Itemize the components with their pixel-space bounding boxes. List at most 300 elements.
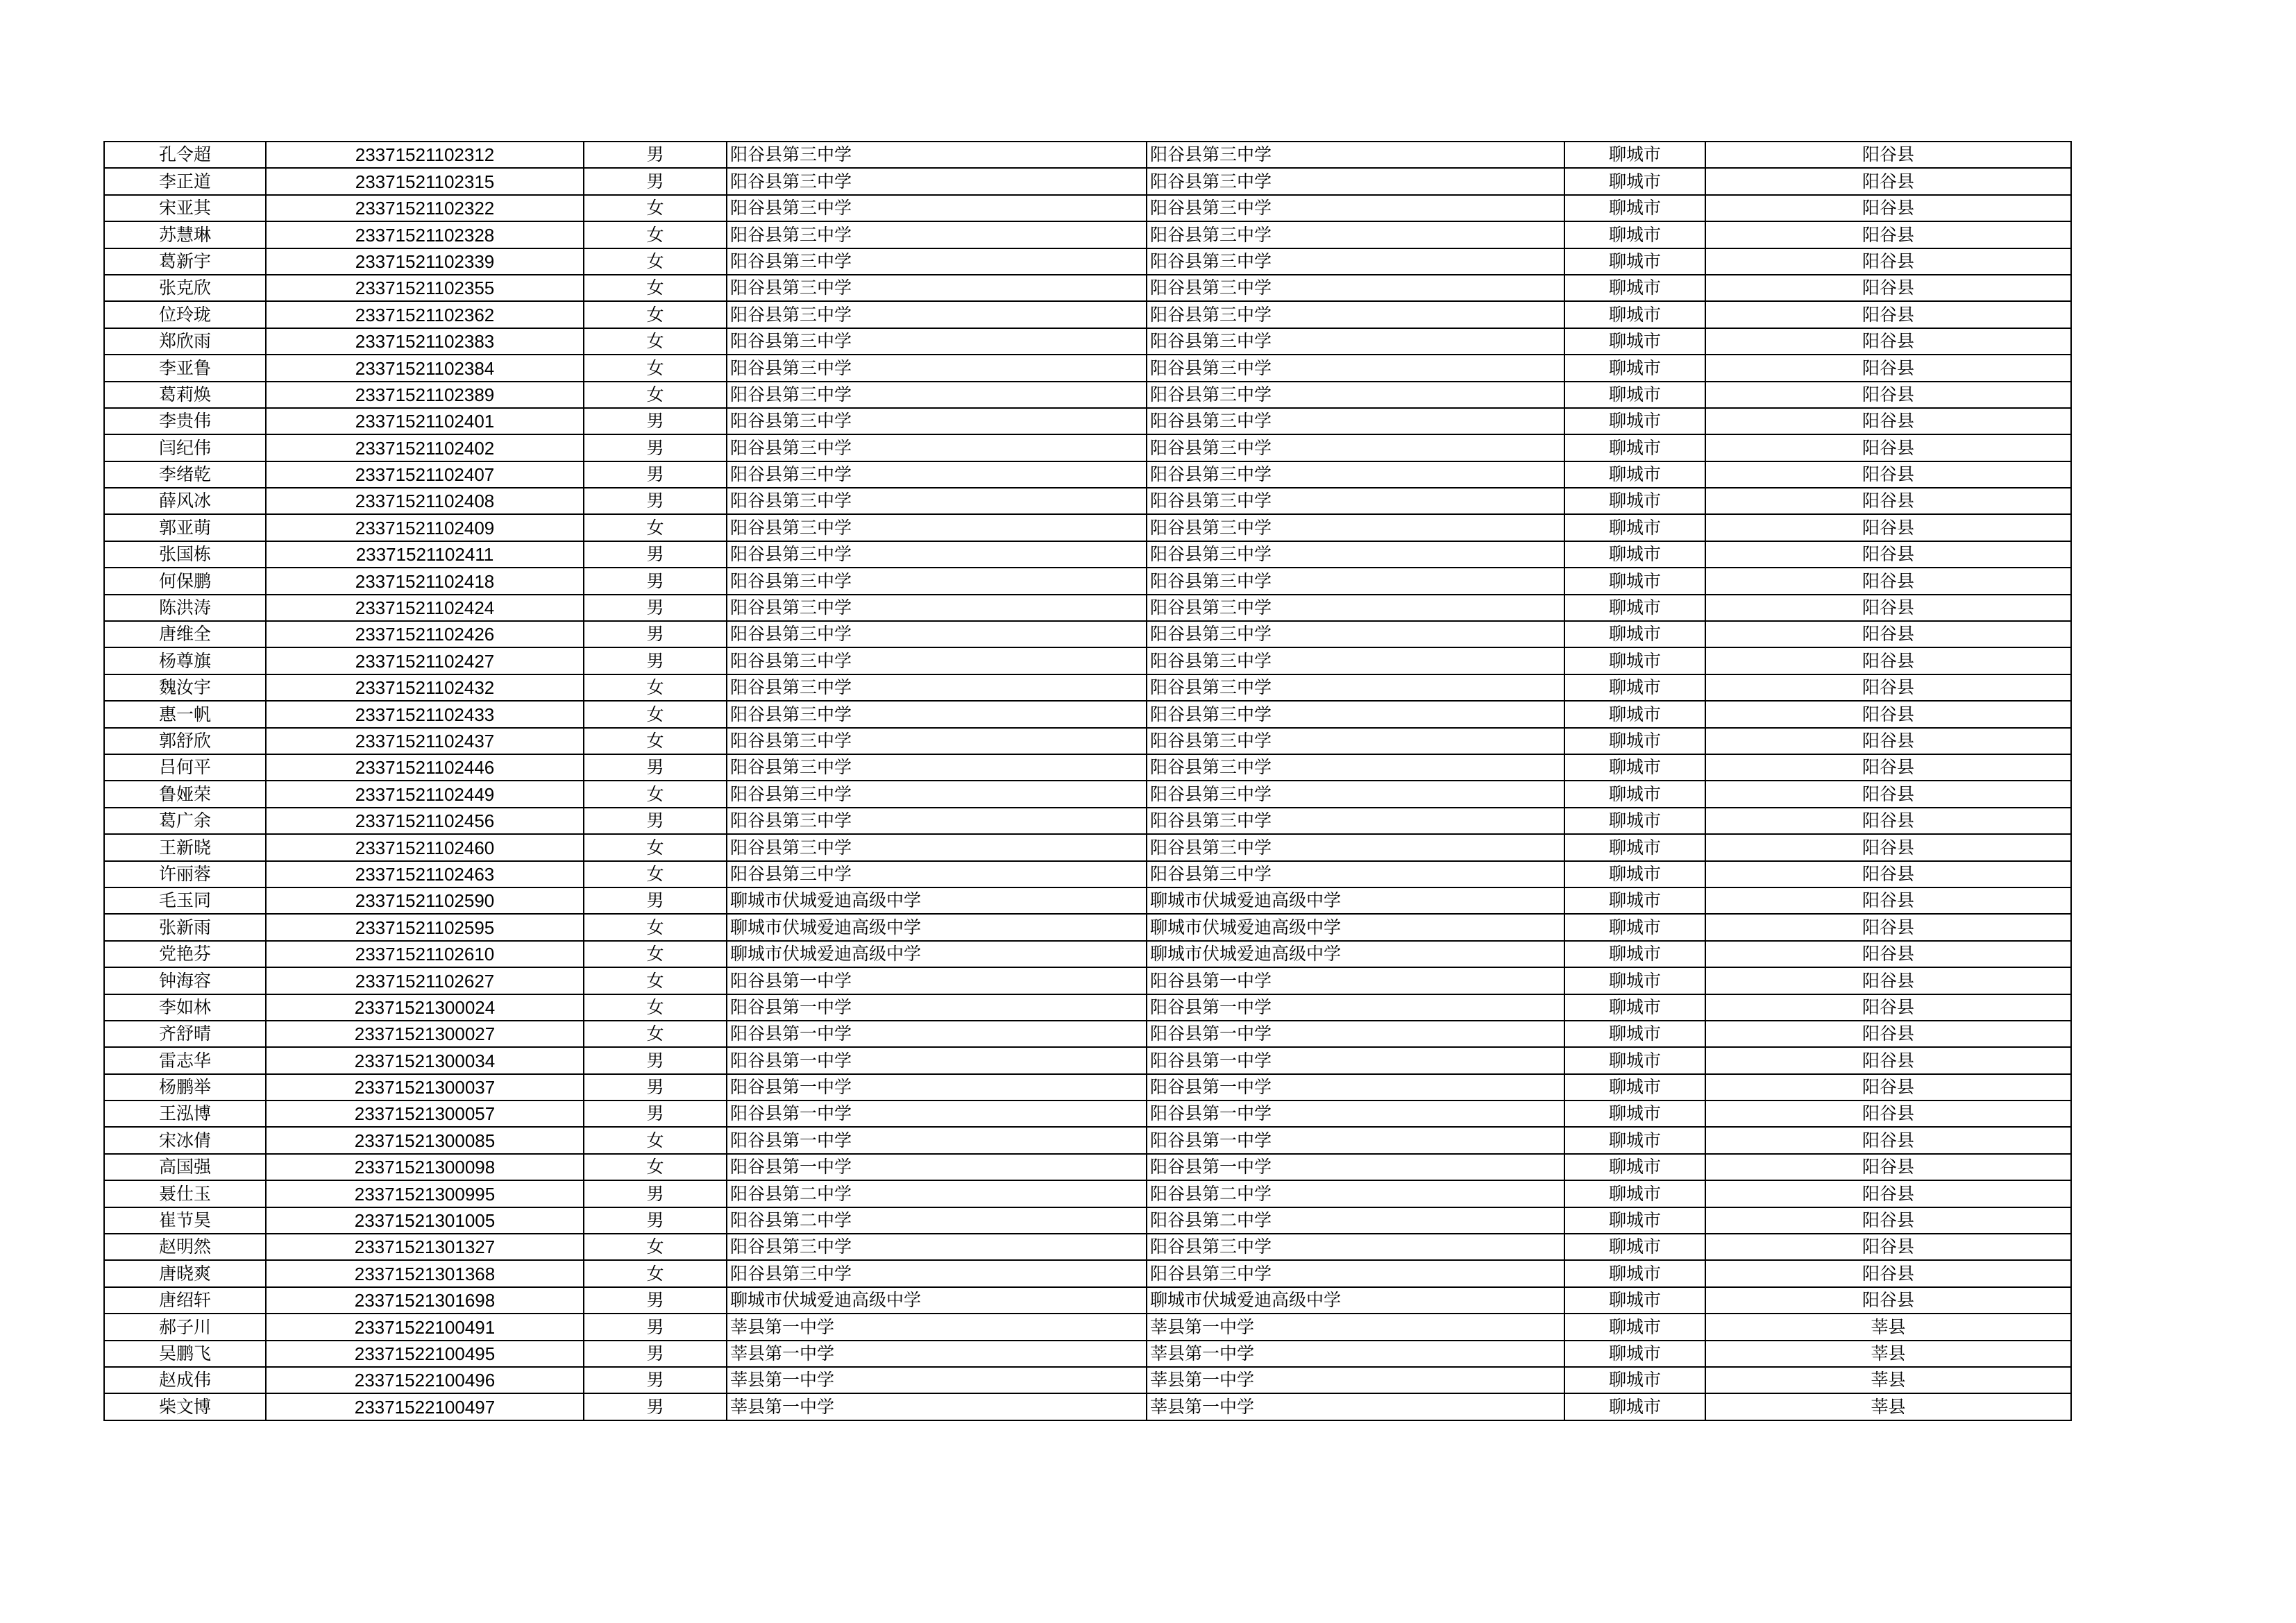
city-cell: 聊城市 [1564,701,1705,727]
table-row [104,1393,2071,1420]
table-row [104,674,2071,701]
gender-cell: 女 [584,967,727,994]
school-cell: 聊城市伏城爱迪高级中学 [727,941,1147,967]
name-cell: 李绪乾 [104,461,266,488]
school-cell: 莘县第一中学 [727,1393,1147,1420]
school-cell: 阳谷县第三中学 [727,647,1147,674]
city-cell: 聊城市 [1564,834,1705,860]
registered-school-cell: 聊城市伏城爱迪高级中学 [1147,887,1564,914]
name-cell: 吕何平 [104,754,266,781]
table-row [104,488,2071,514]
gender-cell: 女 [584,1234,727,1260]
registered-school-cell: 阳谷县第三中学 [1147,621,1564,647]
city-cell: 聊城市 [1564,541,1705,568]
county-cell: 阳谷县 [1705,781,2071,807]
gender-cell: 女 [584,382,727,408]
name-cell: 葛新宇 [104,248,266,275]
city-cell: 聊城市 [1564,275,1705,301]
county-cell: 阳谷县 [1705,861,2071,887]
name-cell: 吴鹏飞 [104,1341,266,1367]
registered-school-cell: 莘县第一中学 [1147,1367,1564,1393]
gender-cell: 男 [584,142,727,168]
exam-id-cell: 23371521102389 [266,382,584,408]
registered-school-cell: 阳谷县第三中学 [1147,434,1564,461]
exam-id-cell: 23371521102312 [266,142,584,168]
name-cell: 惠一帆 [104,701,266,727]
county-cell: 阳谷县 [1705,568,2071,594]
county-cell: 阳谷县 [1705,248,2071,275]
county-cell: 阳谷县 [1705,1180,2071,1207]
city-cell: 聊城市 [1564,382,1705,408]
gender-cell: 女 [584,248,727,275]
city-cell: 聊城市 [1564,1367,1705,1393]
table-row [104,541,2071,568]
table-row [104,1314,2071,1340]
county-cell: 阳谷县 [1705,541,2071,568]
county-cell: 莘县 [1705,1367,2071,1393]
county-cell: 阳谷县 [1705,514,2071,541]
name-cell: 柴文博 [104,1393,266,1420]
city-cell: 聊城市 [1564,861,1705,887]
table-row [104,1180,2071,1207]
gender-cell: 女 [584,275,727,301]
school-cell: 阳谷县第三中学 [727,728,1147,754]
city-cell: 聊城市 [1564,195,1705,221]
name-cell: 齐舒晴 [104,1021,266,1047]
city-cell: 聊城市 [1564,1047,1705,1073]
exam-id-cell: 23371521300098 [266,1154,584,1180]
school-cell: 阳谷县第一中学 [727,1074,1147,1101]
registered-school-cell: 阳谷县第三中学 [1147,408,1564,434]
exam-id-cell: 23371521102595 [266,914,584,940]
school-cell: 阳谷县第三中学 [727,754,1147,781]
table-row [104,142,2071,168]
table-row [104,1367,2071,1393]
table-row [104,754,2071,781]
school-cell: 阳谷县第三中学 [727,168,1147,194]
city-cell: 聊城市 [1564,408,1705,434]
county-cell: 阳谷县 [1705,355,2071,381]
school-cell: 阳谷县第一中学 [727,1127,1147,1153]
gender-cell: 女 [584,514,727,541]
city-cell: 聊城市 [1564,1341,1705,1367]
city-cell: 聊城市 [1564,1180,1705,1207]
registered-school-cell: 阳谷县第二中学 [1147,1207,1564,1234]
registered-school-cell: 阳谷县第三中学 [1147,834,1564,860]
city-cell: 聊城市 [1564,1154,1705,1180]
city-cell: 聊城市 [1564,1127,1705,1153]
registered-school-cell: 阳谷县第三中学 [1147,728,1564,754]
county-cell: 阳谷县 [1705,434,2071,461]
table-row [104,328,2071,355]
school-cell: 阳谷县第一中学 [727,1154,1147,1180]
exam-id-cell: 23371521300085 [266,1127,584,1153]
county-cell: 阳谷县 [1705,674,2071,701]
name-cell: 李正道 [104,168,266,194]
exam-id-cell: 23371521102460 [266,834,584,860]
gender-cell: 男 [584,541,727,568]
exam-id-cell: 23371521300034 [266,1047,584,1073]
name-cell: 郝子川 [104,1314,266,1340]
registered-school-cell: 阳谷县第三中学 [1147,514,1564,541]
city-cell: 聊城市 [1564,248,1705,275]
county-cell: 阳谷县 [1705,941,2071,967]
gender-cell: 男 [584,754,727,781]
table-row [104,408,2071,434]
name-cell: 郭亚萌 [104,514,266,541]
school-cell: 阳谷县第一中学 [727,1101,1147,1127]
name-cell: 唐晓爽 [104,1260,266,1286]
county-cell: 阳谷县 [1705,967,2071,994]
gender-cell: 男 [584,1287,727,1314]
county-cell: 阳谷县 [1705,221,2071,248]
registered-school-cell: 阳谷县第三中学 [1147,541,1564,568]
gender-cell: 女 [584,355,727,381]
school-cell: 聊城市伏城爱迪高级中学 [727,1287,1147,1314]
gender-cell: 女 [584,1127,727,1153]
registered-school-cell: 莘县第一中学 [1147,1341,1564,1367]
exam-id-cell: 23371521102408 [266,488,584,514]
gender-cell: 男 [584,168,727,194]
city-cell: 聊城市 [1564,1314,1705,1340]
county-cell: 阳谷县 [1705,834,2071,860]
name-cell: 雷志华 [104,1047,266,1073]
school-cell: 莘县第一中学 [727,1367,1147,1393]
registered-school-cell: 阳谷县第三中学 [1147,328,1564,355]
table-row [104,382,2071,408]
exam-id-cell: 23371521301327 [266,1234,584,1260]
table-row [104,914,2071,940]
table-row [104,275,2071,301]
county-cell: 阳谷县 [1705,461,2071,488]
name-cell: 唐维全 [104,621,266,647]
exam-id-cell: 23371521102362 [266,301,584,328]
city-cell: 聊城市 [1564,1287,1705,1314]
name-cell: 闫纪伟 [104,434,266,461]
gender-cell: 女 [584,861,727,887]
county-cell: 阳谷县 [1705,1207,2071,1234]
county-cell: 莘县 [1705,1314,2071,1340]
registered-school-cell: 聊城市伏城爱迪高级中学 [1147,941,1564,967]
county-cell: 阳谷县 [1705,1047,2071,1073]
name-cell: 陈洪涛 [104,595,266,621]
gender-cell: 男 [584,568,727,594]
school-cell: 阳谷县第三中学 [727,541,1147,568]
registered-school-cell: 阳谷县第三中学 [1147,461,1564,488]
exam-id-cell: 23371521300057 [266,1101,584,1127]
exam-id-cell: 23371521102384 [266,355,584,381]
city-cell: 聊城市 [1564,568,1705,594]
city-cell: 聊城市 [1564,967,1705,994]
name-cell: 鲁娅荣 [104,781,266,807]
registered-school-cell: 阳谷县第三中学 [1147,355,1564,381]
name-cell: 杨鹏举 [104,1074,266,1101]
registered-school-cell: 阳谷县第三中学 [1147,568,1564,594]
school-cell: 阳谷县第一中学 [727,1021,1147,1047]
city-cell: 聊城市 [1564,621,1705,647]
registered-school-cell: 阳谷县第三中学 [1147,382,1564,408]
county-cell: 阳谷县 [1705,488,2071,514]
gender-cell: 男 [584,1047,727,1073]
exam-id-cell: 23371521301698 [266,1287,584,1314]
county-cell: 阳谷县 [1705,1234,2071,1260]
county-cell: 阳谷县 [1705,168,2071,194]
registered-school-cell: 阳谷县第三中学 [1147,595,1564,621]
name-cell: 许丽蓉 [104,861,266,887]
registered-school-cell: 阳谷县第一中学 [1147,1021,1564,1047]
exam-id-cell: 23371521102411 [266,541,584,568]
school-cell: 阳谷县第三中学 [727,1234,1147,1260]
name-cell: 钟海容 [104,967,266,994]
school-cell: 阳谷县第三中学 [727,142,1147,168]
gender-cell: 女 [584,674,727,701]
name-cell: 李亚鲁 [104,355,266,381]
name-cell: 张克欣 [104,275,266,301]
school-cell: 阳谷县第一中学 [727,994,1147,1021]
registered-school-cell: 阳谷县第一中学 [1147,967,1564,994]
gender-cell: 女 [584,1260,727,1286]
table-row [104,1074,2071,1101]
table-row [104,1021,2071,1047]
table-row [104,1234,2071,1260]
name-cell: 何保鹏 [104,568,266,594]
table-row [104,355,2071,381]
school-cell: 阳谷县第三中学 [727,861,1147,887]
gender-cell: 女 [584,1154,727,1180]
table-row [104,568,2071,594]
registered-school-cell: 阳谷县第三中学 [1147,674,1564,701]
city-cell: 聊城市 [1564,301,1705,328]
city-cell: 聊城市 [1564,994,1705,1021]
city-cell: 聊城市 [1564,808,1705,834]
exam-id-cell: 23371521300027 [266,1021,584,1047]
county-cell: 阳谷县 [1705,328,2071,355]
table-row [104,1287,2071,1314]
table-row [104,621,2071,647]
name-cell: 宋亚其 [104,195,266,221]
gender-cell: 男 [584,1314,727,1340]
school-cell: 阳谷县第三中学 [727,301,1147,328]
name-cell: 毛玉同 [104,887,266,914]
gender-cell: 女 [584,834,727,860]
registered-school-cell: 阳谷县第三中学 [1147,195,1564,221]
registered-school-cell: 莘县第一中学 [1147,1393,1564,1420]
county-cell: 阳谷县 [1705,142,2071,168]
name-cell: 位玲珑 [104,301,266,328]
gender-cell: 男 [584,434,727,461]
name-cell: 王新晓 [104,834,266,860]
exam-id-cell: 23371521102407 [266,461,584,488]
gender-cell: 男 [584,1180,727,1207]
table-row [104,434,2071,461]
registered-school-cell: 阳谷县第三中学 [1147,861,1564,887]
school-cell: 阳谷县第三中学 [727,408,1147,434]
city-cell: 聊城市 [1564,1260,1705,1286]
city-cell: 聊城市 [1564,142,1705,168]
table-body [104,142,2071,1420]
city-cell: 聊城市 [1564,647,1705,674]
name-cell: 崔节昊 [104,1207,266,1234]
exam-id-cell: 23371521102355 [266,275,584,301]
name-cell: 李如林 [104,994,266,1021]
gender-cell: 男 [584,1074,727,1101]
county-cell: 阳谷县 [1705,1154,2071,1180]
exam-id-cell: 23371521300037 [266,1074,584,1101]
table-row [104,514,2071,541]
registered-school-cell: 阳谷县第一中学 [1147,1154,1564,1180]
city-cell: 聊城市 [1564,728,1705,754]
county-cell: 莘县 [1705,1341,2071,1367]
exam-id-cell: 23371522100495 [266,1341,584,1367]
gender-cell: 女 [584,941,727,967]
gender-cell: 男 [584,488,727,514]
table-row [104,967,2071,994]
city-cell: 聊城市 [1564,754,1705,781]
name-cell: 杨尊旗 [104,647,266,674]
exam-id-cell: 23371521102463 [266,861,584,887]
table-row [104,1260,2071,1286]
exam-id-cell: 23371521301368 [266,1260,584,1286]
county-cell: 阳谷县 [1705,887,2071,914]
school-cell: 阳谷县第二中学 [727,1207,1147,1234]
city-cell: 聊城市 [1564,941,1705,967]
registered-school-cell: 阳谷县第三中学 [1147,275,1564,301]
gender-cell: 女 [584,701,727,727]
exam-id-cell: 23371521102426 [266,621,584,647]
table-row [104,595,2071,621]
school-cell: 阳谷县第三中学 [727,514,1147,541]
registered-school-cell: 阳谷县第三中学 [1147,808,1564,834]
exam-id-cell: 23371521102610 [266,941,584,967]
school-cell: 阳谷县第一中学 [727,1047,1147,1073]
school-cell: 阳谷县第三中学 [727,355,1147,381]
table-row [104,1101,2071,1127]
city-cell: 聊城市 [1564,434,1705,461]
table-row [104,861,2071,887]
name-cell: 宋冰倩 [104,1127,266,1153]
gender-cell: 男 [584,1341,727,1367]
table-row [104,941,2071,967]
school-cell: 阳谷县第三中学 [727,834,1147,860]
registered-school-cell: 阳谷县第三中学 [1147,301,1564,328]
city-cell: 聊城市 [1564,514,1705,541]
county-cell: 阳谷县 [1705,808,2071,834]
city-cell: 聊城市 [1564,1021,1705,1047]
city-cell: 聊城市 [1564,781,1705,807]
name-cell: 薛风冰 [104,488,266,514]
exam-id-cell: 23371521102383 [266,328,584,355]
exam-id-cell: 23371521102433 [266,701,584,727]
gender-cell: 男 [584,1367,727,1393]
name-cell: 孔令超 [104,142,266,168]
county-cell: 阳谷县 [1705,994,2071,1021]
registered-school-cell: 阳谷县第一中学 [1147,1047,1564,1073]
school-cell: 阳谷县第三中学 [727,781,1147,807]
city-cell: 聊城市 [1564,1074,1705,1101]
city-cell: 聊城市 [1564,488,1705,514]
exam-id-cell: 23371521102339 [266,248,584,275]
gender-cell: 女 [584,728,727,754]
city-cell: 聊城市 [1564,461,1705,488]
gender-cell: 女 [584,301,727,328]
exam-id-cell: 23371521102402 [266,434,584,461]
registered-school-cell: 阳谷县第三中学 [1147,781,1564,807]
name-cell: 党艳芬 [104,941,266,967]
registered-school-cell: 阳谷县第二中学 [1147,1180,1564,1207]
registered-school-cell: 阳谷县第三中学 [1147,168,1564,194]
table-row [104,994,2071,1021]
county-cell: 阳谷县 [1705,408,2071,434]
school-cell: 阳谷县第三中学 [727,595,1147,621]
school-cell: 聊城市伏城爱迪高级中学 [727,887,1147,914]
registered-school-cell: 阳谷县第三中学 [1147,754,1564,781]
county-cell: 阳谷县 [1705,195,2071,221]
registered-school-cell: 聊城市伏城爱迪高级中学 [1147,1287,1564,1314]
gender-cell: 女 [584,781,727,807]
student-roster-table [103,141,2072,1421]
name-cell: 魏汝宇 [104,674,266,701]
gender-cell: 男 [584,461,727,488]
registered-school-cell: 阳谷县第一中学 [1147,1074,1564,1101]
exam-id-cell: 23371521102328 [266,221,584,248]
county-cell: 阳谷县 [1705,914,2071,940]
school-cell: 阳谷县第三中学 [727,328,1147,355]
county-cell: 阳谷县 [1705,382,2071,408]
county-cell: 阳谷县 [1705,728,2071,754]
exam-id-cell: 23371521102449 [266,781,584,807]
table-row [104,1341,2071,1367]
city-cell: 聊城市 [1564,168,1705,194]
table-row [104,1207,2071,1234]
city-cell: 聊城市 [1564,328,1705,355]
county-cell: 阳谷县 [1705,754,2071,781]
exam-id-cell: 23371522100496 [266,1367,584,1393]
table-row [104,808,2071,834]
registered-school-cell: 阳谷县第一中学 [1147,994,1564,1021]
school-cell: 阳谷县第三中学 [727,275,1147,301]
table-row [104,221,2071,248]
exam-id-cell: 23371521102590 [266,887,584,914]
gender-cell: 男 [584,808,727,834]
exam-id-cell: 23371521102401 [266,408,584,434]
registered-school-cell: 阳谷县第三中学 [1147,1234,1564,1260]
gender-cell: 女 [584,994,727,1021]
gender-cell: 男 [584,595,727,621]
registered-school-cell: 莘县第一中学 [1147,1314,1564,1340]
exam-id-cell: 23371521102627 [266,967,584,994]
gender-cell: 女 [584,195,727,221]
city-cell: 聊城市 [1564,1234,1705,1260]
name-cell: 高国强 [104,1154,266,1180]
name-cell: 苏慧琳 [104,221,266,248]
school-cell: 阳谷县第二中学 [727,1180,1147,1207]
school-cell: 阳谷县第三中学 [727,221,1147,248]
table-row [104,248,2071,275]
name-cell: 张国栋 [104,541,266,568]
school-cell: 阳谷县第三中学 [727,621,1147,647]
exam-id-cell: 23371521102418 [266,568,584,594]
county-cell: 阳谷县 [1705,301,2071,328]
school-cell: 聊城市伏城爱迪高级中学 [727,914,1147,940]
table-row [104,728,2071,754]
city-cell: 聊城市 [1564,1393,1705,1420]
county-cell: 阳谷县 [1705,1021,2071,1047]
exam-id-cell: 23371521102437 [266,728,584,754]
school-cell: 阳谷县第三中学 [727,195,1147,221]
table-row [104,195,2071,221]
table-row [104,301,2071,328]
name-cell: 赵明然 [104,1234,266,1260]
